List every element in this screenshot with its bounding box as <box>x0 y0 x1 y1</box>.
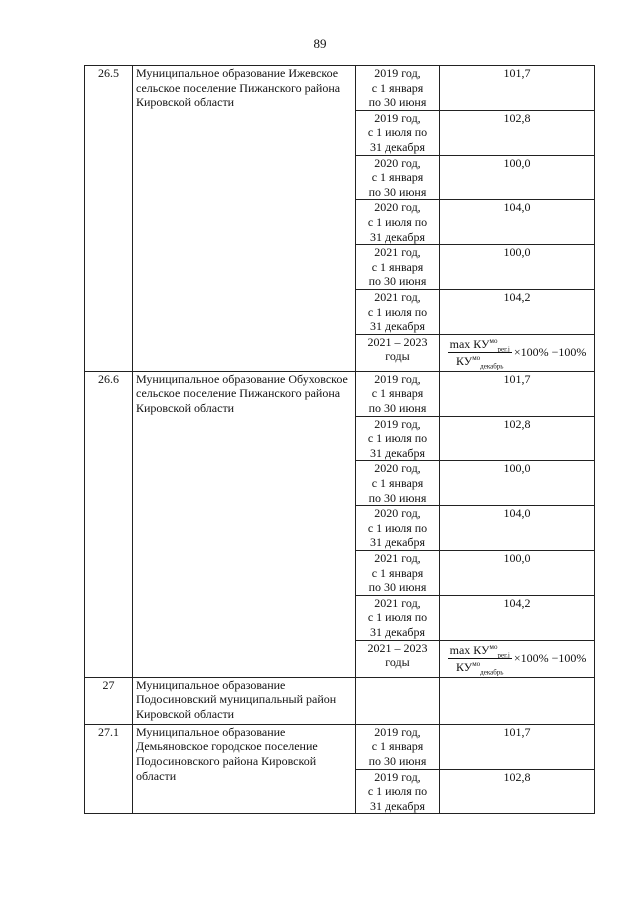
period-label: 2020 год, с 1 июля по 31 декабря <box>367 200 428 244</box>
period-cell <box>356 334 440 371</box>
period-label: 2021 год, с 1 июля по 31 декабря <box>367 595 428 639</box>
index-value: 102,8 <box>440 769 595 814</box>
period-label: 2021 год, с 1 января по 30 июня <box>368 551 427 595</box>
index-formula <box>442 337 592 369</box>
row-number: 27.1 <box>85 724 133 814</box>
period-cell <box>356 769 440 814</box>
table-row <box>85 371 595 416</box>
formula-fraction <box>448 337 512 369</box>
period-label: 2021 – 2023 годы <box>367 334 428 364</box>
period-cell <box>356 66 440 111</box>
period-cell <box>356 461 440 506</box>
row-number: 27 <box>85 677 133 724</box>
period-cell <box>356 677 440 724</box>
period-cell <box>356 595 440 640</box>
table-row <box>85 724 595 769</box>
index-value: 101,7 <box>440 371 595 416</box>
period-cell <box>356 506 440 551</box>
period-label: 2019 год, с 1 января по 30 июня <box>368 66 427 110</box>
formula-cell <box>440 640 595 677</box>
period-cell <box>356 371 440 416</box>
index-value: 104,2 <box>440 289 595 334</box>
period-label: 2019 год, с 1 июля по 31 декабря <box>367 416 428 460</box>
index-value: 104,0 <box>440 200 595 245</box>
index-value: 102,8 <box>440 416 595 461</box>
period-label: 2020 год, с 1 января по 30 июня <box>368 155 427 199</box>
period-cell <box>356 200 440 245</box>
period-cell <box>356 551 440 596</box>
table-row <box>85 677 595 724</box>
index-value: 104,0 <box>440 506 595 551</box>
period-label: 2019 год, с 1 января по 30 июня <box>368 724 427 768</box>
municipality-name: Муниципальное образование Ижевское сельское поселение Пижанского района Кировской области <box>133 66 356 372</box>
municipality-name: Муниципальное образование Демьяновское городское поселение Подосиновского района Кировской области <box>133 724 356 814</box>
period-label: 2019 год, с 1 июля по 31 декабря <box>367 110 428 154</box>
formula-denominator: $КУ^{мо}_{декабрь}$ <box>455 660 504 677</box>
period-label: 2020 год, с 1 января по 30 июня <box>368 461 427 505</box>
index-value: 100,0 <box>440 461 595 506</box>
index-value: 101,7 <box>440 724 595 769</box>
index-value: 100,0 <box>440 155 595 200</box>
row-number: 26.6 <box>85 371 133 677</box>
formula-cell <box>440 334 595 371</box>
index-formula <box>442 643 592 675</box>
formula-denominator: $КУ^{мо}_{декабрь}$ <box>455 354 504 371</box>
row-number: 26.5 <box>85 66 133 372</box>
formula-fraction <box>448 643 512 675</box>
formula-tail: ×100% −100% <box>513 345 587 360</box>
municipality-name: Муниципальное образование Подосиновский муниципальный район Кировской области <box>133 677 356 724</box>
municipality-name: Муниципальное образование Обуховское сельское поселение Пижанского района Кировской области <box>133 371 356 677</box>
period-label: 2019 год, с 1 июля по 31 декабря <box>367 769 428 813</box>
index-value: 102,8 <box>440 110 595 155</box>
index-value: 104,2 <box>440 595 595 640</box>
page-number: 89 <box>313 36 327 51</box>
table-row <box>85 66 595 111</box>
index-value <box>440 677 595 724</box>
period-cell <box>356 110 440 155</box>
period-cell <box>356 155 440 200</box>
period-label: 2019 год, с 1 января по 30 июня <box>368 371 427 416</box>
period-cell <box>356 724 440 769</box>
index-value: 100,0 <box>440 245 595 290</box>
period-label: 2021 год, с 1 января по 30 июня <box>368 245 427 289</box>
period-label: 2021 – 2023 годы <box>367 640 428 670</box>
formula-numerator: $\max КУ^{мо}_{рег.j}$ <box>449 336 510 354</box>
period-cell <box>356 640 440 677</box>
period-cell <box>356 416 440 461</box>
index-value: 100,0 <box>440 551 595 596</box>
index-value: 101,7 <box>440 66 595 111</box>
period-cell <box>356 289 440 334</box>
tariff-table <box>84 65 595 814</box>
period-label: 2020 год, с 1 июля по 31 декабря <box>367 506 428 550</box>
formula-tail: ×100% −100% <box>513 651 587 666</box>
period-cell <box>356 245 440 290</box>
formula-numerator: $\max КУ^{мо}_{рег.j}$ <box>449 642 510 659</box>
period-label: 2021 год, с 1 июля по 31 декабря <box>367 289 428 334</box>
